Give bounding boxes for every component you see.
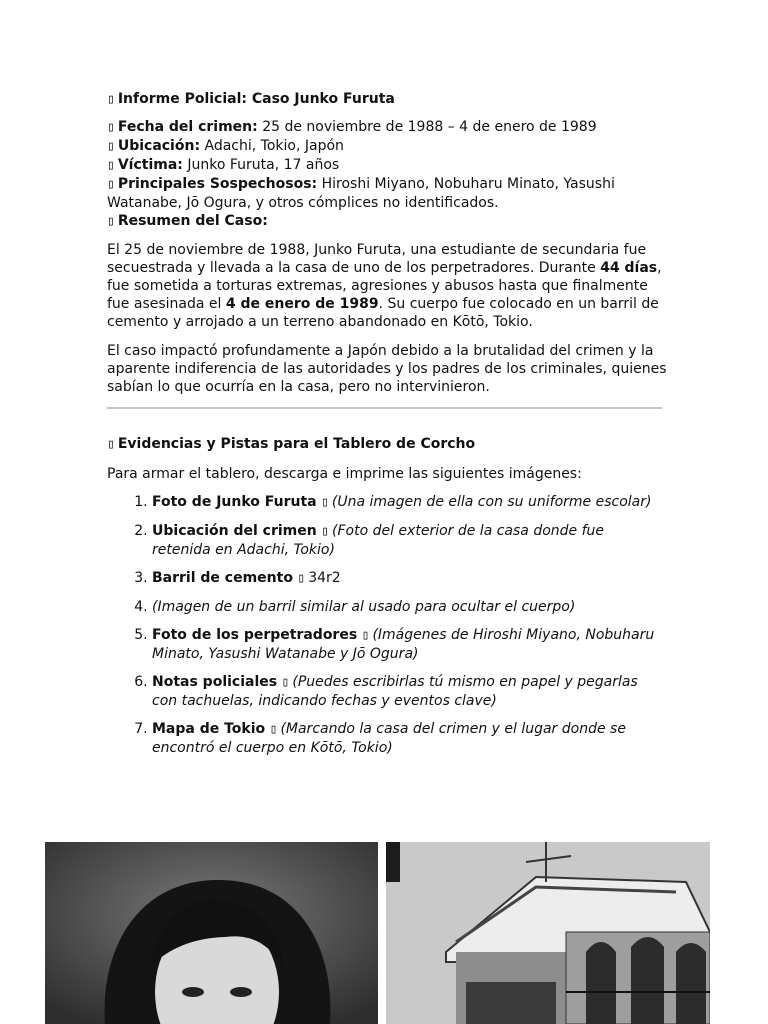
item-italic: (Marcando la casa del crimen y el lugar donde se encontró el cuerpo en Kōtō, Tokio) — [152, 721, 626, 756]
box-icon: ▯ — [269, 722, 278, 737]
p1-text-c: , fue sometida a torturas extremas, agresiones y abusos hasta que finalmente fue asesinada el — [107, 260, 662, 312]
box-icon: ▯ — [107, 158, 115, 173]
box-icon: ▯ — [321, 495, 329, 510]
item-bold: Foto de los perpetradores — [152, 627, 358, 643]
ubicacion-line — [107, 137, 667, 156]
box-icon: ▯ — [107, 214, 115, 229]
item-bold: Notas policiales — [152, 674, 278, 690]
box-icon: ▯ — [107, 120, 115, 135]
evidence-intro: Para armar el tablero, descarga e imprime las siguientes imágenes: — [107, 466, 582, 482]
resumen-line — [107, 212, 667, 231]
box-icon: ▯ — [107, 92, 115, 107]
list-item — [152, 522, 667, 559]
item-bold: Barril de cemento — [152, 570, 293, 586]
box-icon: ▯ — [107, 139, 115, 154]
item-italic: (Foto del exterior de la casa donde fue retenida en Adachi, Tokio) — [152, 523, 605, 558]
report-title-text: Informe Policial: Caso Junko Furuta — [117, 91, 395, 107]
portrait-photo — [45, 842, 378, 1024]
item-bold: Ubicación del crimen — [152, 523, 317, 539]
box-icon: ▯ — [361, 628, 370, 643]
item-italic: (Una imagen de ella con su uniforme escolar) — [331, 494, 652, 510]
list-item — [152, 569, 667, 588]
report-title — [107, 90, 667, 109]
portrait-illustration — [45, 842, 378, 1024]
list-item — [152, 493, 667, 512]
p1-bold-date: 4 de enero de 1989 — [225, 296, 379, 312]
list-item — [152, 720, 667, 757]
p1-text-a: El 25 de noviembre de 1988, Junko Furuta, una estudiante de secundaria fue secuestrada y llevada a la casa de uno de los perpetradores. Durante — [107, 242, 647, 276]
box-icon: ▯ — [107, 437, 115, 452]
victima-value: Junko Furuta, 17 años — [182, 157, 340, 173]
evidence-list — [107, 493, 667, 757]
summary-paragraph-1 — [107, 241, 667, 331]
summary-paragraph-2: El caso impactó profundamente a Japón debido a la brutalidad del crimen y la aparente indiferencia de las autoridades y los padres de los criminales, quienes sabían lo que ocurría en la casa, pero no intervinieron. — [107, 343, 667, 395]
house-photo — [386, 842, 710, 1024]
item-bold: Mapa de Tokio — [152, 721, 266, 737]
document-body — [107, 90, 667, 767]
resumen-label: Resumen del Caso: — [117, 213, 268, 229]
box-icon: ▯ — [297, 571, 306, 586]
box-icon: ▯ — [321, 524, 330, 539]
p1-text-e: . Su cuerpo fue colocado en un barril de cemento y arrojado a un terreno abandonado en Kōtō, Tokio. — [107, 296, 659, 330]
box-icon: ▯ — [281, 675, 290, 690]
p1-bold-days: 44 días — [600, 260, 658, 276]
item-bold: Foto de Junko Furuta — [152, 494, 317, 510]
ubicacion-label: Ubicación: — [117, 138, 201, 154]
list-item — [152, 626, 667, 663]
item-italic: (Imagen de un barril similar al usado para ocultar el cuerpo) — [152, 599, 576, 615]
sospechosos-label: Principales Sospechosos: — [117, 176, 318, 192]
section-divider — [107, 407, 662, 409]
victima-label: Víctima: — [117, 157, 183, 173]
house-illustration — [386, 842, 710, 1024]
ubicacion-value: Adachi, Tokio, Japón — [200, 138, 344, 154]
evidence-title — [107, 435, 667, 454]
item-italic: (Puedes escribirlas tú mismo en papel y pegarlas con tachuelas, indicando fechas y eventos clave) — [152, 674, 638, 709]
list-item — [152, 598, 667, 616]
box-icon: ▯ — [107, 177, 115, 192]
evidence-title-text: Evidencias y Pistas para el Tablero de Corcho — [117, 436, 476, 452]
list-item — [152, 673, 667, 710]
sospechosos-value: Hiroshi Miyano, Nobuharu Minato, Yasushi Watanabe, Jō Ogura, y otros cómplices no identificados. — [107, 176, 615, 211]
item-italic: (Imágenes de Hiroshi Miyano, Nobuharu Minato, Yasushi Watanabe y Jō Ogura) — [152, 627, 655, 662]
sospechosos-line — [107, 175, 667, 212]
item-extra: 34r2 — [308, 570, 341, 586]
fecha-value: 25 de noviembre de 1988 – 4 de enero de 1989 — [257, 119, 597, 135]
fecha-line — [107, 118, 667, 137]
fecha-label: Fecha del crimen: — [117, 119, 258, 135]
victima-line — [107, 156, 667, 175]
